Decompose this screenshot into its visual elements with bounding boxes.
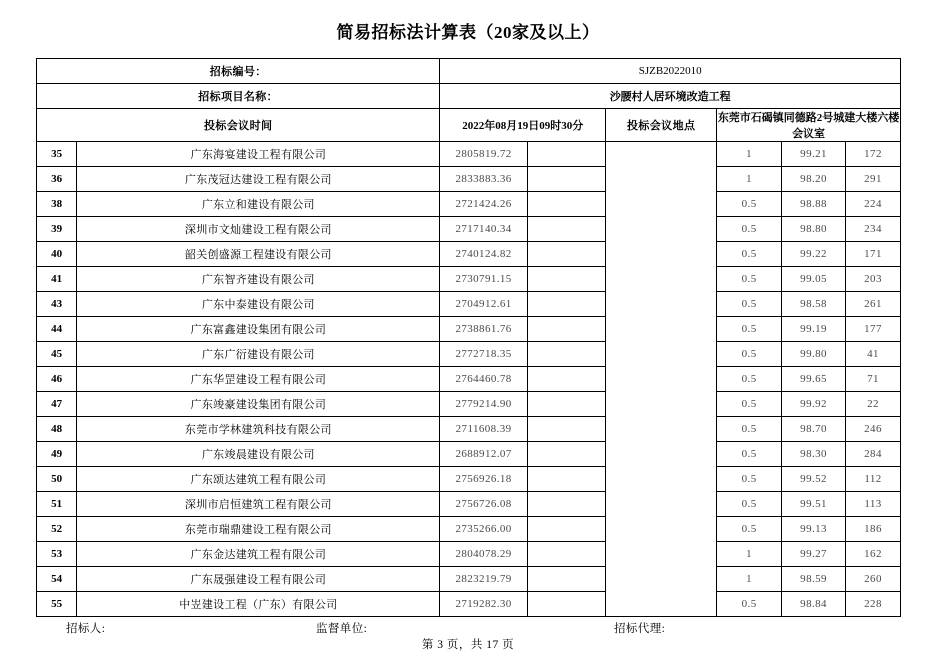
blank-cell-a [527, 442, 605, 467]
company-name-cell: 深圳市启恒建筑工程有限公司 [77, 492, 440, 517]
score-cell: 98.84 [782, 592, 846, 617]
table-row [37, 567, 901, 592]
row-number-cell: 55 [37, 592, 77, 617]
row-number-cell: 49 [37, 442, 77, 467]
factor-cell: 0.5 [717, 217, 782, 242]
bid-price-cell: 2740124.82 [440, 242, 527, 267]
factor-cell: 0.5 [717, 292, 782, 317]
blank-cell-a [527, 467, 605, 492]
bid-price-cell: 2805819.72 [440, 142, 527, 167]
company-name-cell: 广东广衍建设有限公司 [77, 342, 440, 367]
factor-cell: 0.5 [717, 592, 782, 617]
row-number-cell: 47 [37, 392, 77, 417]
row-number-cell: 48 [37, 417, 77, 442]
meeting-time-label: 投标会议时间 [37, 109, 440, 142]
table-row [37, 467, 901, 492]
bid-price-cell: 2756726.08 [440, 492, 527, 517]
bid-price-cell: 2738861.76 [440, 317, 527, 342]
factor-cell: 0.5 [717, 392, 782, 417]
blank-cell-a [527, 192, 605, 217]
bid-price-cell: 2823219.79 [440, 567, 527, 592]
row-number-cell: 43 [37, 292, 77, 317]
company-name-cell: 深圳市文灿建设工程有限公司 [77, 217, 440, 242]
row-number-cell: 35 [37, 142, 77, 167]
meta-row-project-name [37, 84, 901, 109]
table-row [37, 267, 901, 292]
bid-price-cell: 2719282.30 [440, 592, 527, 617]
score-cell: 99.05 [782, 267, 846, 292]
table-row [37, 242, 901, 267]
bid-price-cell: 2764460.78 [440, 367, 527, 392]
blank-cell-a [527, 367, 605, 392]
bid-price-cell: 2730791.15 [440, 267, 527, 292]
rank-cell: 113 [845, 492, 900, 517]
rank-cell: 234 [845, 217, 900, 242]
score-cell: 98.70 [782, 417, 846, 442]
row-number-cell: 36 [37, 167, 77, 192]
company-name-cell: 广东晟强建设工程有限公司 [77, 567, 440, 592]
meeting-time-value: 2022年08月19日09时30分 [440, 109, 606, 142]
bid-price-cell: 2711608.39 [440, 417, 527, 442]
company-name-cell: 广东华罡建设工程有限公司 [77, 367, 440, 392]
row-number-cell: 46 [37, 367, 77, 392]
company-name-cell: 广东茂冠达建设工程有限公司 [77, 167, 440, 192]
bid-price-cell: 2833883.36 [440, 167, 527, 192]
agent-label: 招标代理: [614, 623, 666, 635]
factor-cell: 0.5 [717, 517, 782, 542]
rank-cell: 112 [845, 467, 900, 492]
factor-cell: 0.5 [717, 442, 782, 467]
rank-cell: 22 [845, 392, 900, 417]
blank-cell-a [527, 492, 605, 517]
score-cell: 99.21 [782, 142, 846, 167]
bid-number-value: SJZB2022010 [440, 59, 901, 84]
bid-price-cell: 2735266.00 [440, 517, 527, 542]
company-name-cell: 中岦建设工程（广东）有限公司 [77, 592, 440, 617]
blank-cell-a [527, 417, 605, 442]
table-body [37, 59, 901, 617]
bid-price-cell: 2721424.26 [440, 192, 527, 217]
score-cell: 98.30 [782, 442, 846, 467]
score-cell: 99.52 [782, 467, 846, 492]
row-number-cell: 45 [37, 342, 77, 367]
company-name-cell: 广东富鑫建设集团有限公司 [77, 317, 440, 342]
rank-cell: 284 [845, 442, 900, 467]
blank-cell-a [527, 167, 605, 192]
bid-price-cell: 2779214.90 [440, 392, 527, 417]
project-name-label: 招标项目名称： [37, 84, 440, 109]
meta-row-meeting [37, 109, 901, 142]
rank-cell: 224 [845, 192, 900, 217]
bid-price-cell: 2804078.29 [440, 542, 527, 567]
rank-cell: 172 [845, 142, 900, 167]
table-row [37, 317, 901, 342]
score-cell: 98.80 [782, 217, 846, 242]
score-cell: 99.27 [782, 542, 846, 567]
score-cell: 99.65 [782, 367, 846, 392]
meeting-place-label: 投标会议地点 [606, 109, 717, 142]
factor-cell: 1 [717, 542, 782, 567]
rank-cell: 41 [845, 342, 900, 367]
rank-cell: 260 [845, 567, 900, 592]
rank-cell: 171 [845, 242, 900, 267]
blank-cell-a [527, 242, 605, 267]
blank-cell-a [527, 392, 605, 417]
blank-cell-a [527, 567, 605, 592]
row-number-cell: 50 [37, 467, 77, 492]
row-number-cell: 54 [37, 567, 77, 592]
company-name-cell: 广东海宴建设工程有限公司 [77, 142, 440, 167]
blank-cell-a [527, 142, 605, 167]
table-row [37, 517, 901, 542]
factor-cell: 0.5 [717, 242, 782, 267]
rank-cell: 203 [845, 267, 900, 292]
meeting-place-value: 东莞市石碣镇同德路2号城建大楼六楼会议室 [717, 109, 901, 142]
rank-cell: 291 [845, 167, 900, 192]
score-cell: 99.92 [782, 392, 846, 417]
row-number-cell: 51 [37, 492, 77, 517]
bidder-label: 招标人: [66, 623, 106, 635]
score-cell: 99.51 [782, 492, 846, 517]
table-row [37, 292, 901, 317]
blank-cell-a [527, 267, 605, 292]
table-row [37, 167, 901, 192]
supervisor-label: 监督单位: [316, 623, 368, 635]
table-row [37, 392, 901, 417]
blank-cell-a [527, 517, 605, 542]
factor-cell: 0.5 [717, 267, 782, 292]
company-name-cell: 东莞市瑞鼎建设工程有限公司 [77, 517, 440, 542]
row-number-cell: 52 [37, 517, 77, 542]
row-number-cell: 53 [37, 542, 77, 567]
company-name-cell: 广东中泰建设有限公司 [77, 292, 440, 317]
rank-cell: 177 [845, 317, 900, 342]
bid-calculation-table [36, 58, 901, 617]
company-name-cell: 广东金达建筑工程有限公司 [77, 542, 440, 567]
table-row [37, 492, 901, 517]
blank-cell-a [527, 292, 605, 317]
table-row [37, 592, 901, 617]
row-number-cell: 44 [37, 317, 77, 342]
factor-cell: 1 [717, 567, 782, 592]
factor-cell: 0.5 [717, 367, 782, 392]
company-name-cell: 广东立和建设有限公司 [77, 192, 440, 217]
bid-price-cell: 2704912.61 [440, 292, 527, 317]
project-name-value: 沙腰村人居环境改造工程 [440, 84, 901, 109]
factor-cell: 1 [717, 167, 782, 192]
blank-cell-a [527, 542, 605, 567]
table-row [37, 142, 901, 167]
meta-row-bid-number [37, 59, 901, 84]
company-name-cell: 广东竣豪建设集团有限公司 [77, 392, 440, 417]
table-row [37, 217, 901, 242]
score-cell: 98.20 [782, 167, 846, 192]
factor-cell: 0.5 [717, 492, 782, 517]
rank-cell: 261 [845, 292, 900, 317]
company-name-cell: 广东智齐建设有限公司 [77, 267, 440, 292]
bid-price-cell: 2688912.07 [440, 442, 527, 467]
row-number-cell: 38 [37, 192, 77, 217]
factor-cell: 0.5 [717, 317, 782, 342]
table-row [37, 417, 901, 442]
factor-cell: 0.5 [717, 467, 782, 492]
bid-number-label: 招标编号： [37, 59, 440, 84]
score-cell: 98.88 [782, 192, 846, 217]
table-row [37, 442, 901, 467]
score-cell: 99.13 [782, 517, 846, 542]
bid-price-cell: 2756926.18 [440, 467, 527, 492]
rank-cell: 228 [845, 592, 900, 617]
table-row [37, 542, 901, 567]
bid-price-cell: 2717140.34 [440, 217, 527, 242]
rank-cell: 186 [845, 517, 900, 542]
factor-cell: 1 [717, 142, 782, 167]
blank-merged-column [606, 142, 717, 617]
blank-cell-a [527, 592, 605, 617]
company-name-cell: 广东竣晨建设有限公司 [77, 442, 440, 467]
score-cell: 99.80 [782, 342, 846, 367]
company-name-cell: 韶关创盛源工程建设有限公司 [77, 242, 440, 267]
factor-cell: 0.5 [717, 342, 782, 367]
factor-cell: 0.5 [717, 192, 782, 217]
page-indicator: 第 3 页，共 17 页 [421, 639, 515, 651]
score-cell: 99.19 [782, 317, 846, 342]
company-name-cell: 东莞市学林建筑科技有限公司 [77, 417, 440, 442]
bid-price-cell: 2772718.35 [440, 342, 527, 367]
page-title: 简易招标法计算表（20家及以上） [336, 23, 600, 42]
row-number-cell: 40 [37, 242, 77, 267]
score-cell: 99.22 [782, 242, 846, 267]
blank-cell-a [527, 342, 605, 367]
score-cell: 98.58 [782, 292, 846, 317]
company-name-cell: 广东颂达建筑工程有限公司 [77, 467, 440, 492]
table-row [37, 367, 901, 392]
rank-cell: 71 [845, 367, 900, 392]
table-row [37, 342, 901, 367]
factor-cell: 0.5 [717, 417, 782, 442]
row-number-cell: 41 [37, 267, 77, 292]
rank-cell: 246 [845, 417, 900, 442]
blank-cell-a [527, 317, 605, 342]
score-cell: 98.59 [782, 567, 846, 592]
row-number-cell: 39 [37, 217, 77, 242]
table-row [37, 192, 901, 217]
rank-cell: 162 [845, 542, 900, 567]
blank-cell-a [527, 217, 605, 242]
